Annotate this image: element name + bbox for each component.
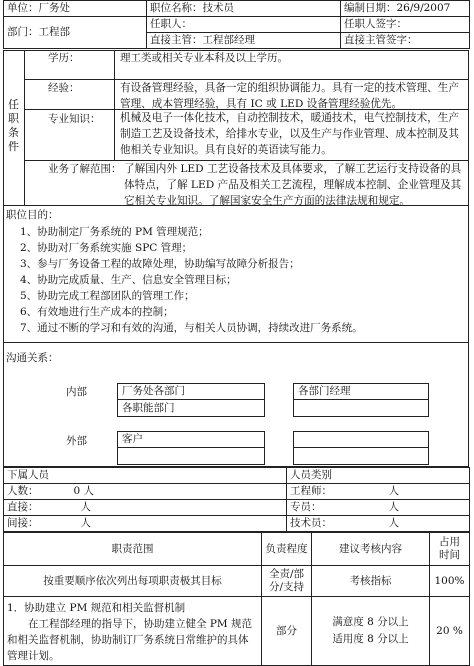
resp-subheader-line: 分/支持 xyxy=(268,581,305,593)
row-value: 0 人 xyxy=(73,485,95,497)
kpi-header: 建议考核内容 xyxy=(312,533,430,566)
staff-category-title: 人员类别 xyxy=(287,468,470,484)
incumbent-signature-cell: 任职人签字： xyxy=(341,17,470,33)
row-value: 人 xyxy=(80,501,91,513)
experience-label: 经验： xyxy=(48,82,80,94)
unit-cell: 单位：厂务处 xyxy=(4,1,147,17)
row-type-value: 人 xyxy=(388,485,399,497)
subordinate-direct-row xyxy=(4,500,287,516)
communication-title: 沟通关系： xyxy=(6,352,59,364)
external-label: 外部 xyxy=(66,435,87,447)
row-type-value: 人 xyxy=(388,501,399,513)
objective-item: 5、协助完成工程部团队的管理工作； xyxy=(20,290,195,302)
duty-item-kpi xyxy=(312,597,430,666)
knowledge-text: 机械及电子一体化技术，自动控制技术，暖通技术，电气控制技术，生产制造工艺及设备技术，给排水专业，以及生产与作业管理、成本控制及其他相关专业知识。具有良好的英语读写能力。 xyxy=(120,112,459,157)
resp-subheader-line: 全责/部 xyxy=(268,568,305,580)
objectives-title: 职位目的： xyxy=(6,209,59,221)
education-text: 理工类或相关专业本科及以上学历。 xyxy=(120,52,288,64)
kpi-subheader: 考核指标 xyxy=(312,566,430,597)
requirements-title-char: 任 xyxy=(8,98,19,111)
subordinate-indirect-row xyxy=(4,516,287,532)
duty-item-title: 1．协助建立 PM 规范和相关监督机制 xyxy=(7,602,186,614)
education-label: 学历： xyxy=(48,52,80,64)
header-table xyxy=(3,0,470,49)
date-cell: 编制日期：26/9/2007 xyxy=(341,1,470,17)
experience-text: 有设备管理经验，具备一定的组织协调能力。具有一定的技术管理、生产管理、成本管理经验，具有 IC 或 LED 设备管理经验优先。 xyxy=(120,82,459,111)
subordinate-count-row xyxy=(4,484,287,500)
objective-item: 2、协助对厂务系统实施 SPC 管理； xyxy=(20,242,193,254)
objective-item: 7、通过不断的学习和有效的沟通，与相关人员协调，持续改进厂务系统。 xyxy=(20,322,363,334)
time-header xyxy=(430,533,470,566)
duty-item-text: 在工程部经理的指导下，协助建立健全 PM 规范和相关监督机制，协助制订厂务系统日常维护的具体管理计划。 xyxy=(7,618,252,662)
position-cell: 职位名称：技术员 xyxy=(147,1,341,17)
subordinates-title: 下属人员 xyxy=(4,468,287,484)
responsibility-subheader xyxy=(262,566,312,597)
time-header-line: 占用 xyxy=(439,536,460,548)
supervisor-cell: 直接主管：工程部经理 xyxy=(147,33,341,49)
requirements-title-char: 件 xyxy=(8,140,19,153)
duty-scope-subheader: 按重要顺序依次列出每项职责极其目标 xyxy=(4,566,262,597)
internal-item: 厂务处各部门 xyxy=(122,385,185,397)
subordinates-table xyxy=(3,467,470,532)
internal-item: 各职能部门 xyxy=(122,402,175,414)
external-item: 客户 xyxy=(122,433,143,445)
internal-right-item: 各部门经理 xyxy=(298,385,351,397)
duty-item-1 xyxy=(4,597,262,666)
category-row xyxy=(287,484,470,500)
objective-item: 6、有效地进行生产成本的控制； xyxy=(20,306,174,318)
row-type-value: 人 xyxy=(388,517,399,529)
time-subheader: 100% xyxy=(430,566,470,597)
responsibility-header: 负责程度 xyxy=(262,533,312,566)
duties-table xyxy=(3,532,470,666)
category-row xyxy=(287,516,470,532)
knowledge-label: 专业知识： xyxy=(48,113,101,125)
row-label: 直接： xyxy=(7,501,39,513)
duty-scope-header: 职责范围 xyxy=(4,533,262,566)
supervisor-signature-cell: 直接主管签字： xyxy=(341,33,470,49)
requirements-title-char: 职 xyxy=(8,112,19,125)
incumbent-cell: 任职人： xyxy=(147,17,341,33)
row-type: 工程师： xyxy=(290,485,332,497)
row-type: 专员： xyxy=(290,501,322,513)
category-row xyxy=(287,500,470,516)
duty-item-time: 20 % xyxy=(430,597,470,666)
business-text: 了解国内外 LED 工艺设备技术及具体要求，了解工艺运行支持设备的具体特点，了解 LED 产品及相关工艺流程，理解成本控制、企业管理及其它相关专业知识。了解国家安全生产方面的法律法规和规定。 xyxy=(124,163,462,208)
row-label: 人数： xyxy=(7,485,39,497)
objective-item: 4、协助完成质量、生产、信息安全管理目标； xyxy=(20,274,237,286)
row-label: 间接： xyxy=(7,517,39,529)
objective-item: 3、参与厂务设备工程的故障处理，协助编写故障分析报告； xyxy=(20,258,300,270)
dept-cell: 部门：工程部 xyxy=(4,17,147,49)
kpi-line: 适用度 8 分以上 xyxy=(332,633,409,645)
duty-item-responsibility: 部分 xyxy=(262,597,312,666)
row-value: 人 xyxy=(80,517,91,529)
objective-item: 1、协助制定厂务系统的 PM 管理规范； xyxy=(20,226,209,238)
time-header-line: 时间 xyxy=(439,549,460,561)
requirements-title-char: 条 xyxy=(8,126,19,139)
business-label: 业务了解范围： xyxy=(48,163,122,175)
kpi-line: 满意度 8 分以上 xyxy=(332,616,409,628)
row-type: 技术员： xyxy=(290,517,332,529)
internal-label: 内部 xyxy=(66,386,87,398)
